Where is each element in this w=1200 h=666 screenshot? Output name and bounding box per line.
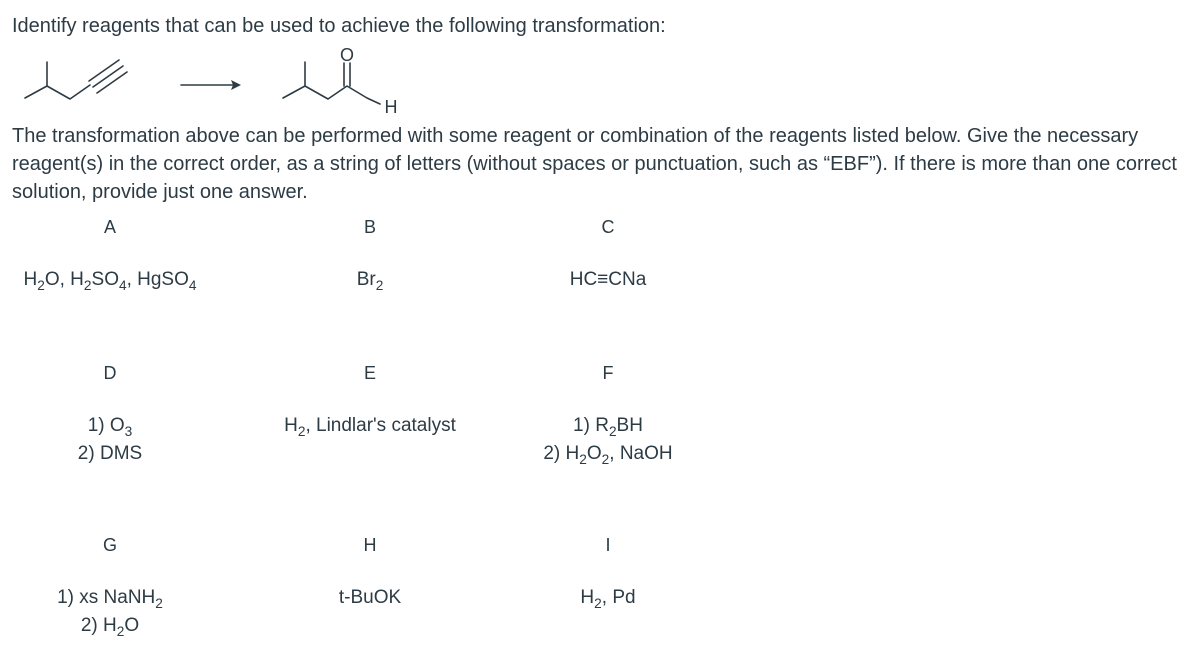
reagent-letter: D — [103, 363, 117, 383]
reagent-letter: I — [605, 535, 611, 555]
reagent-text — [240, 584, 500, 612]
reaction-scheme — [0, 40, 440, 120]
aldehyde-skeleton — [283, 86, 380, 104]
reagent-letter: B — [363, 217, 376, 237]
triple-bond-3 — [97, 72, 127, 93]
reagent-line: $Br_2$ — [356, 269, 384, 293]
reagent-letter: H — [363, 535, 377, 555]
reagent-line: $H_2$, Pd — [580, 587, 636, 611]
reagent-cell-h — [240, 533, 500, 612]
reagent-line: 1) $R_2BH$ — [573, 415, 643, 439]
reagent-cell-b — [240, 215, 500, 294]
reagent-grid — [0, 215, 760, 655]
reagent-line: HC≡CNa — [569, 269, 647, 290]
reagent-cell-i — [478, 533, 738, 612]
instructions-text: The transformation above can be performed with some reagent or combination of the reagents listed below. Give the necessary reagent(s) in the correct order, as a string of letters (without spaces or punctuation, such as “EBF”). If there is more than one correct solution, provide just one answer. — [12, 125, 1177, 203]
triple-bond-1 — [93, 66, 123, 87]
reagent-text — [0, 584, 240, 640]
reagent-cell-d — [0, 361, 240, 468]
reagent-line: $H_2O$, $H_2SO_4$, HgSO$_4$ — [23, 269, 197, 293]
reagent-letter: C — [601, 217, 615, 237]
reagent-letter: A — [103, 217, 116, 237]
reagent-line: 1) $O_3$ — [87, 415, 133, 439]
reagent-text — [0, 412, 240, 468]
carbonyl-oxygen-label: O — [339, 45, 355, 65]
reagent-cell-g — [0, 533, 240, 640]
reagent-letter: G — [102, 535, 117, 555]
reagent-text — [478, 584, 738, 612]
reagent-line: 2) DMS — [77, 443, 143, 464]
reagent-letter: E — [363, 363, 376, 383]
reagent-text — [478, 412, 738, 468]
reagent-line: 2) $H_2O_2$, NaOH — [543, 443, 673, 467]
reagent-line: $H_2$, Lindlar's catalyst — [284, 415, 456, 439]
reagent-letter: F — [602, 363, 614, 383]
reagent-text — [240, 412, 500, 440]
alkyne-skeleton — [25, 85, 90, 99]
reagent-line: t-BuOK — [338, 587, 402, 608]
reagent-line: 2) $H_2O$ — [80, 615, 140, 639]
reagent-text — [240, 266, 500, 294]
reagent-text — [0, 266, 240, 294]
triple-bond-2 — [89, 60, 119, 81]
reagent-cell-a — [0, 215, 240, 294]
reagent-text — [478, 266, 738, 294]
reagent-line: 1) xs NaNH$_2$ — [57, 587, 163, 611]
reagent-cell-e — [240, 361, 500, 440]
question-text: Identify reagents that can be used to achieve the following transformation: — [12, 15, 666, 37]
aldehyde-h-label: H — [384, 97, 398, 117]
reagent-cell-f — [478, 361, 738, 468]
reagent-cell-c — [478, 215, 738, 294]
